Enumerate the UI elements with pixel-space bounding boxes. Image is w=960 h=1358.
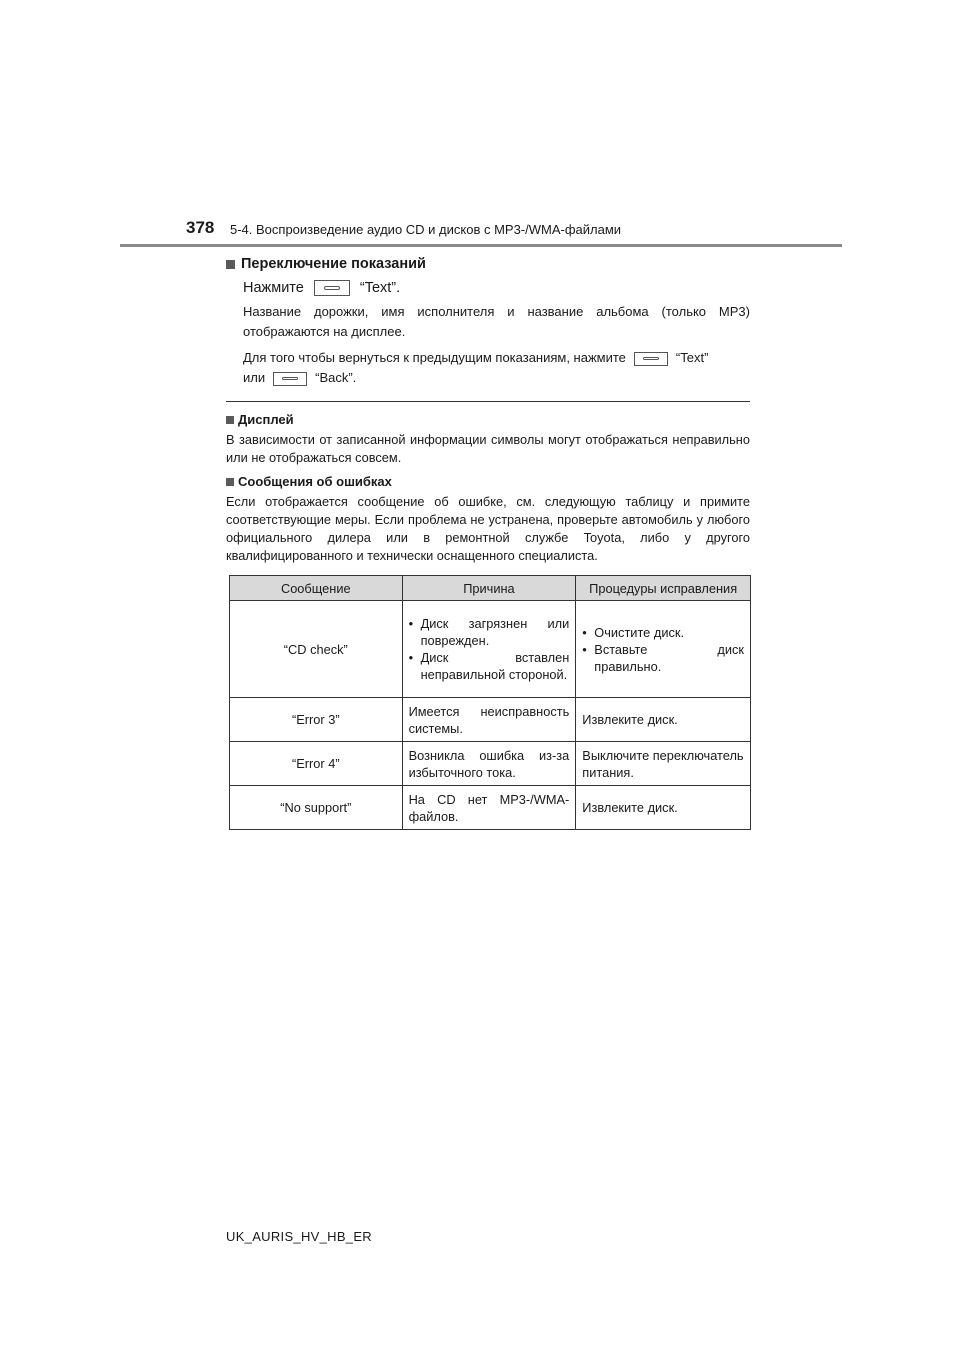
header-message: Сообщение bbox=[230, 576, 403, 601]
para2-prefix: Для того чтобы вернуться к предыдущим показаниям, нажмите bbox=[243, 350, 626, 365]
button-icon bbox=[273, 372, 307, 386]
header-cause: Причина bbox=[402, 576, 576, 601]
row-cause: На CD нет MP3-/WMA-файлов. bbox=[402, 786, 576, 830]
display-note bbox=[226, 412, 750, 467]
switch-section bbox=[226, 256, 750, 388]
error-table bbox=[229, 575, 751, 830]
display-heading-text: Дисплей bbox=[238, 412, 294, 427]
footer-code: UK_AURIS_HV_HB_ER bbox=[226, 1229, 372, 1244]
table-row bbox=[230, 601, 751, 698]
row-message: “Error 4” bbox=[230, 742, 403, 786]
press-prefix: Нажмите bbox=[243, 280, 304, 296]
header-rule bbox=[120, 244, 842, 247]
error-text: Если отображается сообщение об ошибке, см. следующую таблицу и примите соответствующие меры. Если проблема не устранена, проверьте автомобиль у любого официального дилера или в ремонтной службе Toyota, либо у другого квалифицированного и технически оснащенного специалиста. bbox=[226, 494, 750, 563]
switch-heading bbox=[226, 256, 750, 272]
row-fix: Выключите переключатель питания. bbox=[576, 742, 751, 786]
square-bullet-icon bbox=[226, 416, 234, 424]
button-icon bbox=[314, 280, 350, 296]
display-text: В зависимости от записанной информации символы могут отображаться неправильно или не отображаться совсем. bbox=[226, 432, 750, 465]
table-row bbox=[230, 786, 751, 830]
section-divider bbox=[226, 401, 750, 402]
error-heading-text: Сообщения об ошибках bbox=[238, 474, 392, 489]
display-heading bbox=[226, 412, 750, 427]
row-message: “CD check” bbox=[230, 601, 403, 698]
section-title: 5-4. Воспроизведение аудио CD и дисков с MP3-/WMA-файлами bbox=[230, 222, 622, 237]
error-heading bbox=[226, 474, 750, 489]
row-cause: Имеется неисправность системы. bbox=[402, 698, 576, 742]
para2-or: или bbox=[243, 370, 266, 385]
row-cause: Возникла ошибка из-за избыточного тока. bbox=[402, 742, 576, 786]
square-bullet-icon bbox=[226, 478, 234, 486]
square-bullet-icon bbox=[226, 260, 235, 269]
row-message: “No support” bbox=[230, 786, 403, 830]
row-cause bbox=[402, 601, 576, 698]
switch-para-1: Название дорожки, имя исполнителя и название альбома (только MP3) отображаются на дисплее. bbox=[243, 304, 750, 339]
switch-para-2 bbox=[226, 348, 750, 388]
para2-back: “Back”. bbox=[315, 370, 357, 385]
row-message: “Error 3” bbox=[230, 698, 403, 742]
para2-text: “Text” bbox=[675, 350, 709, 365]
bullet-item: • Вставьте диск правильно. bbox=[582, 641, 744, 674]
row-fix: Извлеките диск. bbox=[576, 698, 751, 742]
bullet-item: • Диск загрязнен или поврежден. bbox=[408, 616, 570, 648]
button-icon bbox=[634, 352, 668, 366]
bullet-item: • Очистите диск. bbox=[582, 624, 685, 640]
row-fix bbox=[576, 601, 751, 698]
press-suffix: “Text”. bbox=[359, 280, 401, 296]
table-row bbox=[230, 742, 751, 786]
page-number: 378 bbox=[186, 218, 215, 237]
table-row bbox=[230, 698, 751, 742]
bullet-item: • Диск вставлен неправильной стороной. bbox=[408, 650, 570, 682]
header-fix: Процедуры исправления bbox=[576, 576, 751, 601]
error-note bbox=[226, 474, 750, 565]
table-header-row bbox=[230, 576, 751, 601]
row-fix: Извлеките диск. bbox=[576, 786, 751, 830]
press-instruction bbox=[226, 280, 750, 296]
switch-heading-text: Переключение показаний bbox=[241, 256, 426, 272]
